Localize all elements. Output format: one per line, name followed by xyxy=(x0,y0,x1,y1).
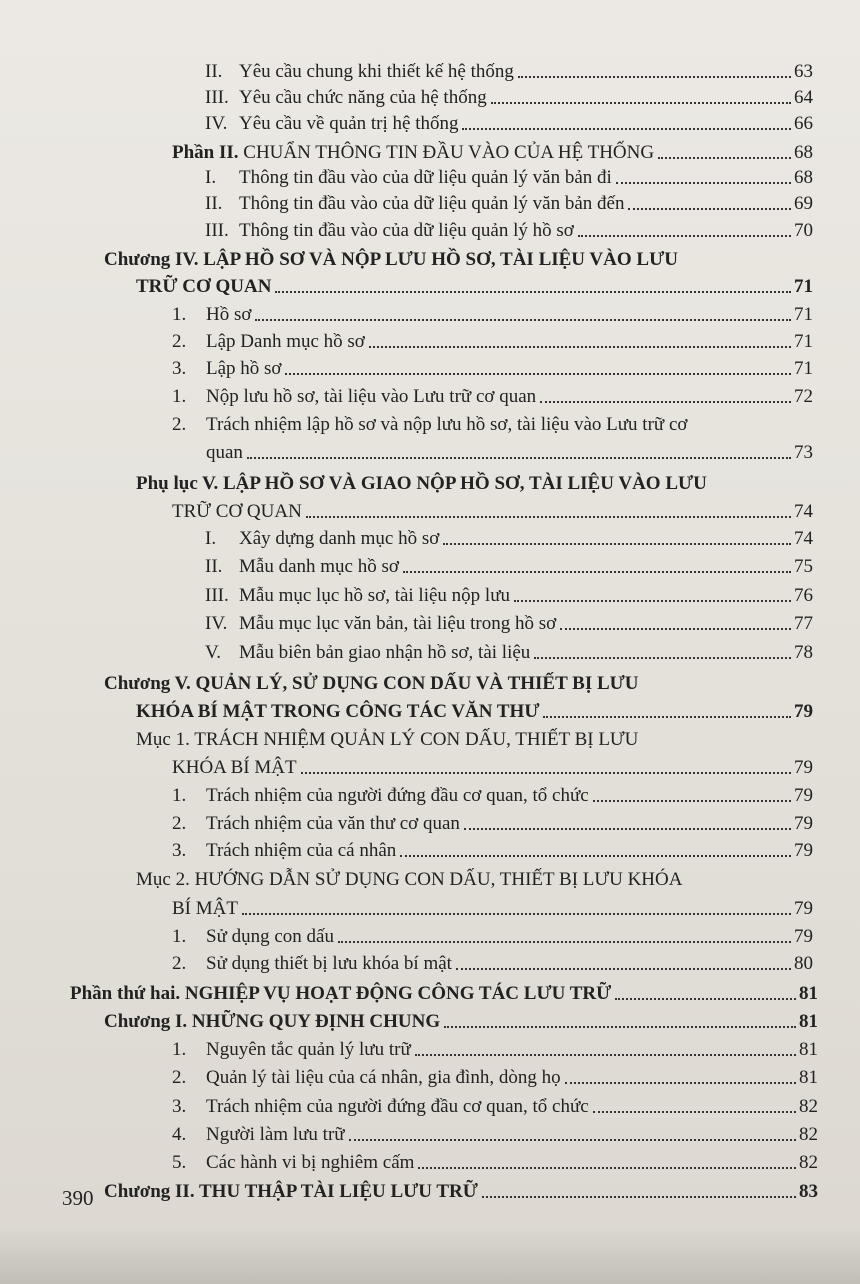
toc-entry: 1. Trách nhiệm của người đứng đầu cơ quan, tổ chức 79 xyxy=(172,785,813,806)
toc-heading-line: Phụ lục V. LẬP HỒ SƠ VÀ GIAO NỘP HỒ SƠ, TÀI LIỆU VÀO LƯU xyxy=(136,473,707,494)
toc-entry: 3. Trách nhiệm của cá nhân 79 xyxy=(172,840,813,861)
toc-entry: 3. Trách nhiệm của người đứng đầu cơ quan, tổ chức 82 xyxy=(172,1096,818,1117)
toc-entry: 3. Lập hồ sơ 71 xyxy=(172,358,813,379)
page-shadow xyxy=(0,1225,860,1284)
toc-entry: V. Mẫu biên bản giao nhận hồ sơ, tài liệu 78 xyxy=(205,642,813,663)
toc-entry: IV. Yêu cầu về quản trị hệ thống 66 xyxy=(205,113,813,134)
toc-entry: 5. Các hành vi bị nghiêm cấm 82 xyxy=(172,1152,818,1173)
toc-entry: 1. Nộp lưu hồ sơ, tài liệu vào Lưu trữ cơ quan 72 xyxy=(172,386,813,407)
toc-heading-line: Mục 1. TRÁCH NHIỆM QUẢN LÝ CON DẤU, THIẾT BỊ LƯU xyxy=(136,729,639,750)
toc-entry: II. Thông tin đầu vào của dữ liệu quản lý văn bản đến 69 xyxy=(205,193,813,214)
toc-entry: Phần II. CHUẨN THÔNG TIN ĐẦU VÀO CỦA HỆ THỐNG 68 xyxy=(172,142,813,163)
toc-entry-first-line: 2. Trách nhiệm lập hồ sơ và nộp lưu hồ sơ, tài liệu vào Lưu trữ cơ xyxy=(172,414,688,435)
toc-entry: 4. Người làm lưu trữ 82 xyxy=(172,1124,818,1145)
toc-entry: II. Yêu cầu chung khi thiết kế hệ thống 63 xyxy=(205,61,813,82)
toc-entry: I. Xây dựng danh mục hồ sơ 74 xyxy=(205,528,813,549)
toc-entry: TRỮ CƠ QUAN 74 xyxy=(172,501,813,522)
toc-entry: 2. Quản lý tài liệu của cá nhân, gia đình, dòng họ 81 xyxy=(172,1067,818,1088)
toc-heading-line: Mục 2. HƯỚNG DẪN SỬ DỤNG CON DẤU, THIẾT BỊ LƯU KHÓA xyxy=(136,869,683,890)
page-number: 390 xyxy=(62,1186,94,1210)
toc-entry: III. Thông tin đầu vào của dữ liệu quản lý hồ sơ 70 xyxy=(205,220,813,241)
toc-entry: 2. Trách nhiệm của văn thư cơ quan 79 xyxy=(172,813,813,834)
toc-entry: III. Yêu cầu chức năng của hệ thống 64 xyxy=(205,87,813,108)
toc-entry: 1. Hồ sơ 71 xyxy=(172,304,813,325)
toc-entry: I. Thông tin đầu vào của dữ liệu quản lý văn bản đi 68 xyxy=(205,167,813,188)
toc-entry: Chương II. THU THẬP TÀI LIỆU LƯU TRỮ 83 xyxy=(104,1181,818,1202)
toc-heading-line: Chương V. QUẢN LÝ, SỬ DỤNG CON DẤU VÀ THIẾT BỊ LƯU xyxy=(104,673,639,694)
toc-entry: TRỮ CƠ QUAN 71 xyxy=(136,276,813,297)
toc-heading-line: Chương IV. LẬP HỒ SƠ VÀ NỘP LƯU HỒ SƠ, TÀI LIỆU VÀO LƯU xyxy=(104,249,678,270)
toc-entry: 1. Sử dụng con dấu 79 xyxy=(172,926,813,947)
toc-entry: 1. Nguyên tắc quản lý lưu trữ 81 xyxy=(172,1039,818,1060)
toc-entry: quan 73 xyxy=(206,442,813,463)
toc-entry: 2. Lập Danh mục hồ sơ 71 xyxy=(172,331,813,352)
toc-entry: III. Mẫu mục lục hồ sơ, tài liệu nộp lưu 76 xyxy=(205,585,813,606)
toc-entry: BÍ MẬT 79 xyxy=(172,898,813,919)
toc-entry: KHÓA BÍ MẬT 79 xyxy=(172,757,813,778)
toc-entry: Phần thứ hai. NGHIỆP VỤ HOẠT ĐỘNG CÔNG TÁC LƯU TRỮ 81 xyxy=(70,983,818,1004)
toc-entry: II. Mẫu danh mục hồ sơ 75 xyxy=(205,556,813,577)
toc-entry: 2. Sử dụng thiết bị lưu khóa bí mật 80 xyxy=(172,953,813,974)
toc-entry: IV. Mẫu mục lục văn bản, tài liệu trong hồ sơ 77 xyxy=(205,613,813,634)
toc-entry: KHÓA BÍ MẬT TRONG CÔNG TÁC VĂN THƯ 79 xyxy=(136,701,813,722)
toc-entry: Chương I. NHỮNG QUY ĐỊNH CHUNG 81 xyxy=(104,1011,818,1032)
